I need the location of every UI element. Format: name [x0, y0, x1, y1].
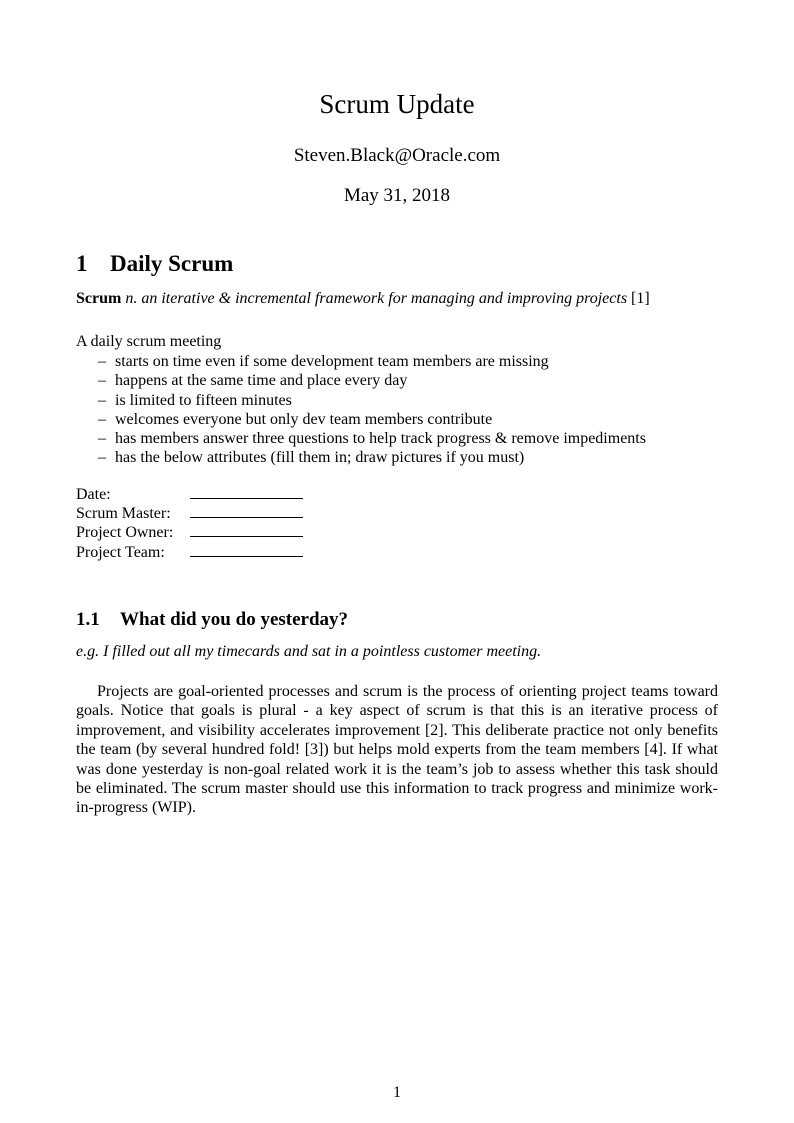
list-intro: A daily scrum meeting — [76, 333, 222, 350]
list-item-text: welcomes everyone but only dev team members contribute — [115, 410, 493, 428]
attributes-form — [76, 485, 718, 562]
list-item — [76, 391, 718, 410]
subsection-title: What did you do yesterday? — [120, 608, 349, 630]
subsection-number: 1.1 — [76, 608, 100, 630]
section-heading-daily-scrum — [76, 250, 718, 278]
form-blank-line-date — [190, 498, 303, 499]
list-item — [76, 448, 718, 467]
page-number: 1 — [393, 1084, 401, 1101]
body-paragraph: Projects are goal-oriented processes and scrum is the process of orienting project teams toward goals. Notice that goals is plural - a key aspect of scrum is that this is an iterative process of improvement, and visibility accelerates improvement [2]. This deliberate practice not only benefits the team (by several hundred fold! [3]) but helps mold experts from the team members [4]. If what was done yesterday is non-goal related work it is the team’s job to assess whether this task should be eliminated. The scrum master should use this information to track progress and minimize work-in-progress (WIP). — [76, 682, 718, 817]
dash-marker: – — [98, 410, 106, 428]
dash-marker: – — [98, 430, 106, 448]
list-item-text: is limited to fifteen minutes — [115, 391, 292, 409]
scrum-definition — [76, 289, 718, 309]
form-label-project-owner: Project Owner: — [76, 524, 174, 542]
form-row-date — [76, 485, 718, 504]
author-email: Steven.Black@Oracle.com — [293, 145, 501, 166]
list-item-text: has the below attributes (fill them in; draw pictures if you must) — [115, 449, 525, 467]
list-item — [76, 410, 718, 429]
definition-term: Scrum — [76, 290, 122, 307]
list-item-text: starts on time even if some development team members are missing — [115, 353, 549, 370]
list-item — [76, 429, 718, 448]
definition-text: n. an iterative & incremental framework for managing and improving projects — [125, 290, 628, 307]
form-blank-line-scrum-master — [190, 517, 303, 518]
list-item-text: has members answer three questions to help track progress & remove impediments — [115, 430, 646, 448]
example-text: e.g. I filled out all my timecards and sat in a pointless customer meeting. — [76, 642, 542, 660]
form-blank-line-project-team — [190, 556, 303, 557]
section-number: 1 — [76, 251, 88, 276]
dash-marker: – — [98, 353, 106, 370]
daily-scrum-list — [76, 352, 718, 468]
form-row-project-owner — [76, 523, 718, 542]
form-label-date: Date: — [76, 485, 111, 503]
definition-citation: [1] — [631, 290, 650, 307]
section-title: Daily Scrum — [110, 251, 234, 276]
document-date: May 31, 2018 — [343, 185, 451, 206]
form-blank-line-project-owner — [190, 536, 303, 537]
form-row-scrum-master — [76, 504, 718, 523]
form-label-scrum-master: Scrum Master: — [76, 505, 171, 523]
list-item — [76, 352, 718, 371]
document-body — [76, 250, 718, 818]
list-item — [76, 371, 718, 390]
subsection-heading-yesterday — [76, 608, 718, 631]
dash-marker: – — [98, 391, 106, 409]
document-title: Scrum Update — [319, 89, 475, 119]
dash-marker: – — [98, 372, 106, 390]
form-label-project-team: Project Team: — [76, 543, 165, 561]
dash-marker: – — [98, 449, 106, 467]
list-item-text: happens at the same time and place every day — [115, 372, 408, 390]
form-row-project-team — [76, 543, 718, 562]
